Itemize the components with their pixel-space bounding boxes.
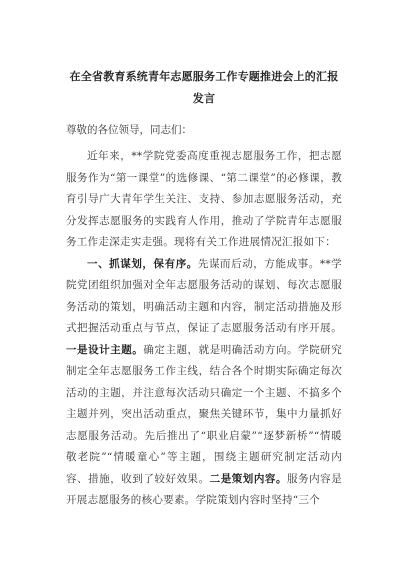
section-one-paragraph — [66, 254, 342, 512]
salutation: 尊敬的各位领导，同志们： — [66, 124, 192, 136]
intro-paragraph: 近年来，**学院党委高度重视志愿服务工作，把志愿服务作为“第一课堂”的选修课、“第二课堂”的必修课，教育引导广大青年学生关注、支持、参加志愿服务活动，充分发挥志愿服务的实践育人作用，推动了学院青年志愿服务工作走深走实走强。现将有关工作进展情况汇报如下： — [66, 150, 342, 248]
section-one-heading: 一、抓谋划，保有序。 — [87, 257, 198, 270]
document-title: 在全省教育系统青年志愿服务工作专题推进会上的汇报发言 — [69, 70, 339, 105]
subpoint-two-text: 服务内容是开展志愿服务的核心要素。学院策划内容时坚持“三个 — [66, 472, 343, 506]
section-one-text: 先谋而后动，方能成事。**学院党团组织加强对全年志愿服务活动的谋划、每次志愿服务活动的策划，明确活动主题和内容，制定活动措施及形式把握活动重点与节点，保证了志愿服务活动有序开展。 — [66, 257, 343, 334]
subpoint-one-text: 确定主题，就是明确活动方向。学院研究制定全年志愿服务工作主线，结合各个时期实际确定每次活动的主题，并注意每次活动只确定一个主题、不搞多个主题并列，突出活动重点，聚焦关键环节，集中力量抓好志愿服务活动。先后推出了“职业启蒙”“逐梦新桥”“情暖敬老院”“情暖童心”等主题，围绕主题研究制定活动内容、措施，收到了较好效果。 — [66, 343, 342, 485]
subpoint-two-heading: 二是策划内容。 — [209, 472, 288, 485]
subpoint-one-heading: 一是设计主题。 — [66, 343, 144, 356]
